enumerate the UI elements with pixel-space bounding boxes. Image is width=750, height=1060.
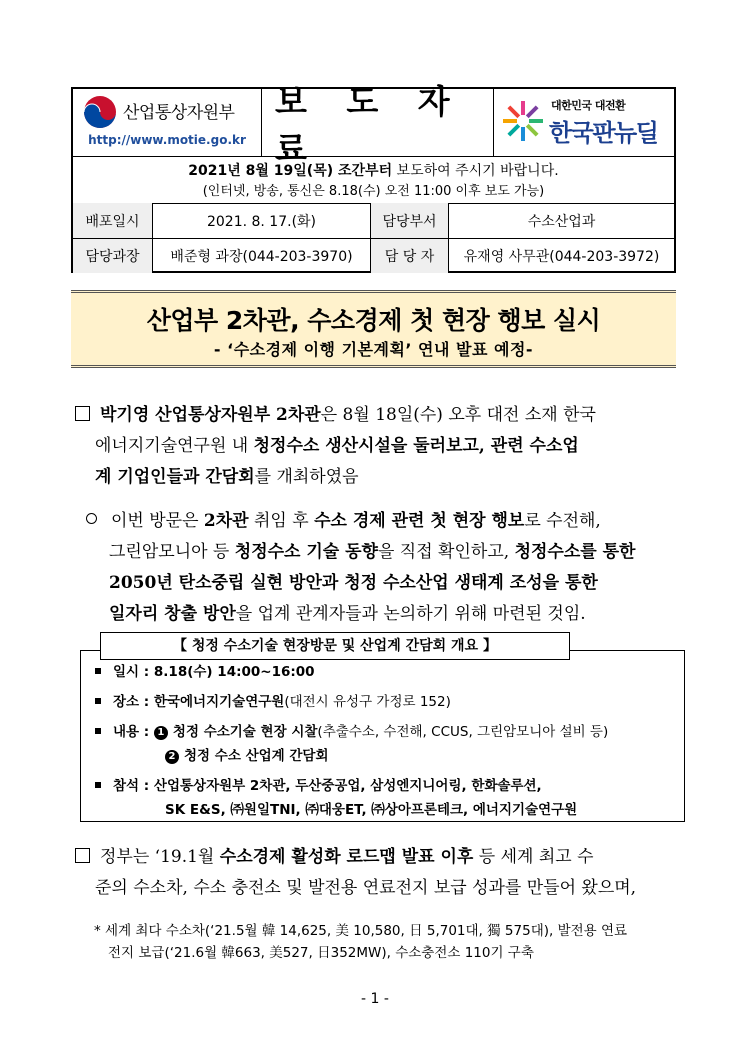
overview-item-content: 내용 : 1 청정 수소기술 현장 시찰(추출수소, 수전해, CCUS, 그린암모니아 설비 등) (95, 720, 608, 740)
page-number: - 1 - (361, 991, 389, 1007)
number-1-icon: 1 (154, 726, 168, 740)
text: 을 업계 관계자들과 논의하기 위해 마련된 것임. (235, 604, 586, 624)
text: 을 직접 확인하고, (377, 542, 515, 562)
newdeal-cell (493, 89, 674, 156)
item-label: 내용 (113, 724, 140, 740)
item-detail: (대전시 유성구 가정로 152) (284, 694, 451, 710)
square-bullet-icon (95, 698, 101, 704)
text: 를 개최하였음 (254, 467, 359, 487)
square-bullet-icon (95, 728, 101, 734)
circle-bullet-icon (86, 513, 97, 524)
press-header-table (71, 81, 676, 273)
item-detail: (추출수소, 수전해, CCUS, 그린암모니아 설비 등) (317, 724, 609, 740)
press-release-title: 보 도 자 료 (275, 81, 464, 168)
embargo-online-note: (인터넷, 방송, 통신은 8.18(수) 오전 11:00 이후 보도 가능) (202, 184, 545, 199)
text-bold: 일자리 창출 방안 (109, 604, 236, 624)
text: 준의 수소차, 수소 충전소 및 발전용 연료전지 보급 성과를 만들어 왔으며, (95, 878, 637, 898)
paragraph-1 (75, 400, 680, 493)
text: 이번 방문은 (111, 511, 204, 531)
text-bold: 2050년 탄소중립 실현 방안과 청정 수소산업 생태계 조성을 통한 (109, 573, 598, 593)
dept-label: 담당부서 (371, 203, 449, 238)
contact-label: 담 당 자 (371, 239, 449, 273)
manager-contact: 배준형 과장(044-203-3970) (153, 239, 371, 273)
contact-info-row (73, 239, 674, 273)
ministry-url-link[interactable]: http://www.motie.go.kr (88, 133, 246, 147)
ministry-cell (73, 89, 262, 156)
headline-box (71, 290, 676, 368)
paragraph-2 (80, 506, 680, 630)
text: 취임 후 (248, 511, 315, 531)
embargo-date: 2021년 8월 19일(목) 조간부터 (188, 163, 393, 179)
text-bold: 2차관 (203, 511, 249, 531)
manager-label: 담당과장 (73, 239, 153, 273)
release-info-row (73, 203, 674, 239)
text-bold: 청정수소를 통한 (514, 542, 636, 562)
header-logo-row (73, 81, 674, 168)
overview-item-attendees: 참석 : 산업통상자원부 2차관, 두산중공업, 삼성엔지니어링, 한화솔루션, (95, 774, 542, 794)
taegeuk-logo-icon (83, 95, 117, 129)
checkbox-bullet-icon (75, 848, 90, 863)
release-date: 2021. 8. 17.(화) (153, 203, 371, 238)
paragraph-3 (75, 842, 680, 904)
footnote-line-2: 전지 보급(‘21.6월 韓663, 美527, 日352MW), 수소충전소 110기 구축 (108, 945, 534, 961)
item-label: 일시 (113, 664, 140, 680)
embargo-notice (73, 160, 674, 180)
embargo-row (73, 156, 674, 204)
text-bold: 청정수소 기술 동향 (234, 542, 378, 562)
square-bullet-icon (95, 668, 101, 674)
newdeal-subtitle: 대한민국 대전환 (551, 99, 626, 112)
checkbox-bullet-icon (75, 406, 90, 421)
text: 등 세계 최고 수 (473, 847, 594, 867)
newdeal-star-icon (501, 99, 545, 143)
square-bullet-icon (95, 782, 101, 788)
headline: 산업부 2차관, 수소경제 첫 현장 행보 실시 (146, 306, 601, 335)
text: 그린암모니아 등 (109, 542, 235, 562)
text-bold: 수소 경제 관련 첫 현장 행보 (314, 511, 525, 531)
sub-headline: - ‘수소경제 이행 기본계획’ 연내 발표 예정- (213, 340, 534, 359)
overview-title: 【 청정 수소기술 현장방문 및 산업계 간담회 개요 】 (100, 632, 570, 660)
item-label: 참석 (113, 778, 140, 794)
release-date-label: 배포일시 (73, 203, 153, 238)
text-bold: 박기영 산업통상자원부 2차관 (100, 405, 321, 425)
text-bold: 계 기업인들과 간담회 (95, 467, 255, 487)
text: 에너지기술연구원 내 (95, 436, 254, 456)
newdeal-logo-text: 한국판뉴딜 (549, 119, 658, 147)
overview-item-attendees-2 (165, 798, 577, 818)
embargo-text: 보도하여 주시기 바랍니다. (392, 163, 559, 179)
item-value: 8.18(수) 14:00~16:00 (153, 664, 315, 680)
item-value: SK E&S, ㈜원일TNI, ㈜대웅ET, ㈜상아프론테크, 에너지기술연구원 (165, 802, 578, 818)
text-bold: 수소경제 활성화 로드맵 발표 이후 (219, 847, 474, 867)
overview-item-place: 장소 : 한국에너지기술연구원(대전시 유성구 가정로 152) (95, 690, 451, 710)
item-value: 청정 수소 산업계 간담회 (184, 748, 329, 764)
item-value: 한국에너지기술연구원 (153, 694, 285, 710)
item-value: 청정 수소기술 현장 시찰 (172, 724, 318, 740)
text-bold: 청정수소 생산시설을 둘러보고, 관련 수소업 (253, 436, 579, 456)
overview-item-content-2 (165, 744, 329, 764)
text: 로 수전해, (524, 511, 601, 531)
text: 정부는 ‘19.1월 (100, 847, 220, 867)
doc-type-cell (261, 81, 494, 168)
ministry-name: 산업통상자원부 (123, 103, 235, 123)
overview-item-date: 일시 : 8.18(수) 14:00~16:00 (95, 660, 315, 680)
dept-name: 수소산업과 (527, 213, 596, 230)
text: 은 8월 18일(수) 오후 대전 소재 한국 (320, 405, 596, 425)
footnote-line-1: * 세계 최다 수소차(‘21.5월 韓 14,625, 美 10,580, 日 5,701대, 獨 575대), 발전용 연료 (94, 923, 628, 939)
staff-contact: 유재영 사무관(044-203-3972) (463, 249, 660, 265)
footnote (94, 920, 627, 964)
item-label: 장소 (113, 694, 140, 710)
number-2-icon: 2 (165, 750, 179, 764)
item-value: 산업통상자원부 2차관, 두산중공업, 삼성엔지니어링, 한화솔루션, (153, 778, 542, 794)
